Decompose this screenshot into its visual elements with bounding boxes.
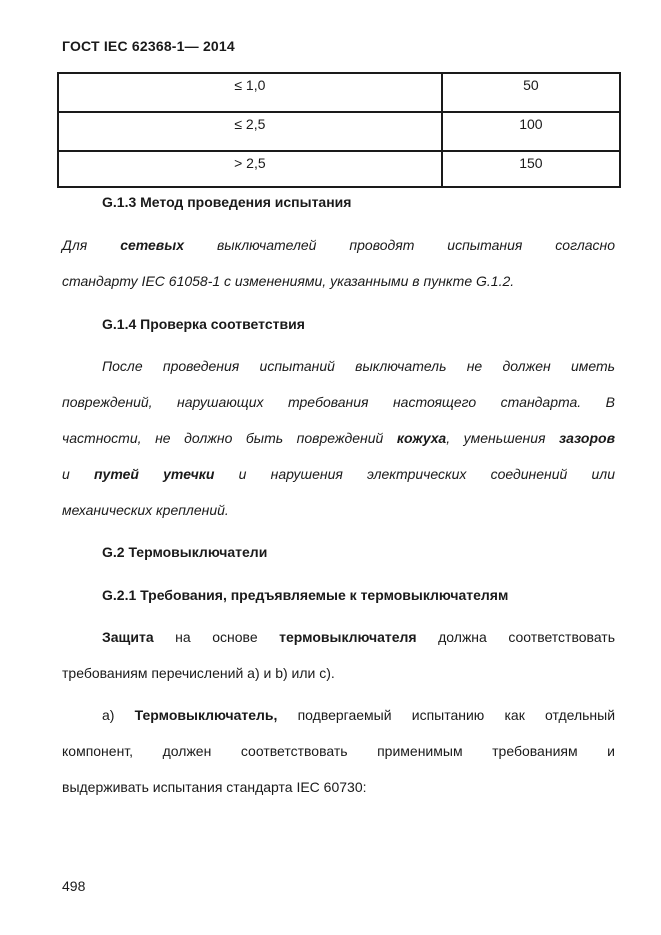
- table-cell-limit: ≤ 2,5: [58, 112, 442, 151]
- table-cell-value: 100: [442, 112, 620, 151]
- paragraph-line: После проведения испытаний выключатель не должен иметь: [102, 358, 615, 374]
- section-heading-g21: G.2.1 Требования, предъявляемые к термовыключателям: [102, 587, 509, 603]
- paragraph-line: требованиям перечислений a) и b) или c).: [62, 665, 335, 681]
- paragraph-line: компонент, должен соответствовать применимым требованиям и: [62, 743, 615, 759]
- table-cell-limit: ≤ 1,0: [58, 73, 442, 112]
- paragraph-line: частности, не должно быть повреждений кожуха, уменьшения зазоров: [62, 430, 616, 446]
- paragraph-line: Для сетевых выключателей проводят испытания согласно: [62, 237, 616, 253]
- paragraph-line: повреждений, нарушающих требования настоящего стандарта. В: [62, 394, 615, 410]
- section-heading-g14: G.1.4 Проверка соответствия: [102, 316, 305, 332]
- table-row: [58, 112, 620, 151]
- table-cell-value: 50: [442, 73, 620, 112]
- paragraph-line: и путей утечки и нарушения электрических соединений или: [62, 466, 615, 482]
- paragraph-line: Защита на основе термовыключателя должна соответствовать: [102, 629, 616, 645]
- page-number: 498: [62, 878, 86, 894]
- section-heading-g2: G.2 Термовыключатели: [102, 544, 268, 560]
- table-row: [58, 73, 620, 112]
- document-header: ГОСТ IEC 62368-1— 2014: [62, 38, 235, 54]
- table-cell-limit: > 2,5: [58, 151, 442, 187]
- table-row: [58, 151, 620, 187]
- section-heading-g13: G.1.3 Метод проведения испытания: [102, 194, 352, 210]
- paragraph-line: a) Термовыключатель, подвергаемый испытанию как отдельный: [102, 707, 616, 723]
- paragraph-line: стандарту IEC 61058-1 с изменениями, указанными в пункте G.1.2.: [62, 273, 515, 289]
- paragraph-line: механических креплений.: [62, 502, 229, 518]
- limits-table: [57, 72, 621, 188]
- table-cell-value: 150: [442, 151, 620, 187]
- paragraph-line: выдерживать испытания стандарта IEC 60730:: [62, 779, 367, 795]
